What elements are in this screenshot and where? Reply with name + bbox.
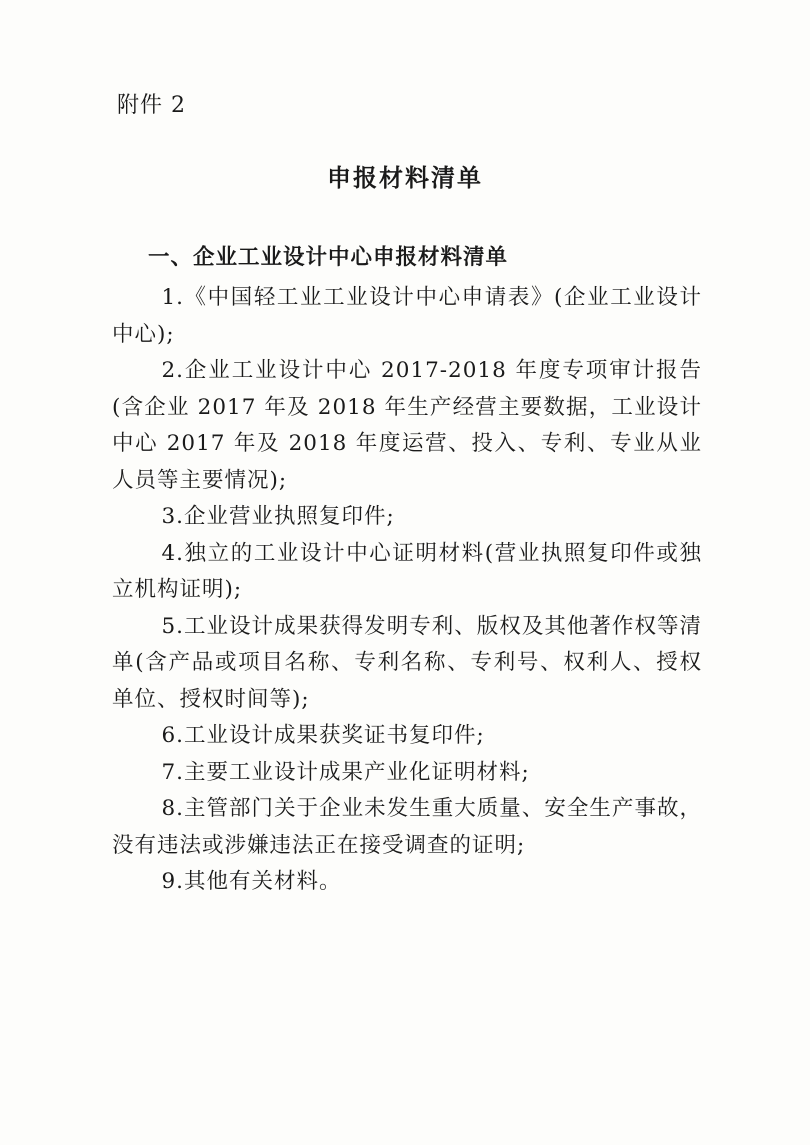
list-item-1: 1.《中国轻工业工业设计中心申请表》(企业工业设计中心); [112, 285, 702, 347]
attachment-label: 附件 2 [117, 93, 186, 118]
list-item-9: 9.其他有关材料。 [161, 869, 342, 894]
list-item-6: 6.工业设计成果获奖证书复印件; [161, 723, 485, 748]
list-item-2: 2.企业工业设计中心 2017-2018 年度专项审计报告(含企业 2017 年及 2018 年生产经营主要数据，工业设计中心 2017 年及 2018 年度运营、投入、专利、专业从业人员等主要情况); [112, 358, 702, 493]
list-item-8: 8.主管部门关于企业未发生重大质量、安全生产事故，没有违法或涉嫌违法正在接受调查的证明; [112, 796, 702, 858]
list-item-5: 5.工业设计成果获得发明专利、版权及其他著作权等清单(含产品或项目名称、专利名称、专利号、权利人、授权单位、授权时间等); [112, 613, 702, 712]
list-item-3: 3.企业营业执照复印件; [161, 504, 395, 529]
page-title: 申报材料清单 [327, 164, 483, 192]
section-heading: 一、企业工业设计中心申报材料清单 [148, 245, 509, 270]
item-list [112, 280, 702, 901]
list-item-4: 4.独立的工业设计中心证明材料(营业执照复印件或独立机构证明); [112, 540, 702, 602]
list-item-7: 7.主要工业设计成果产业化证明材料; [161, 759, 530, 785]
